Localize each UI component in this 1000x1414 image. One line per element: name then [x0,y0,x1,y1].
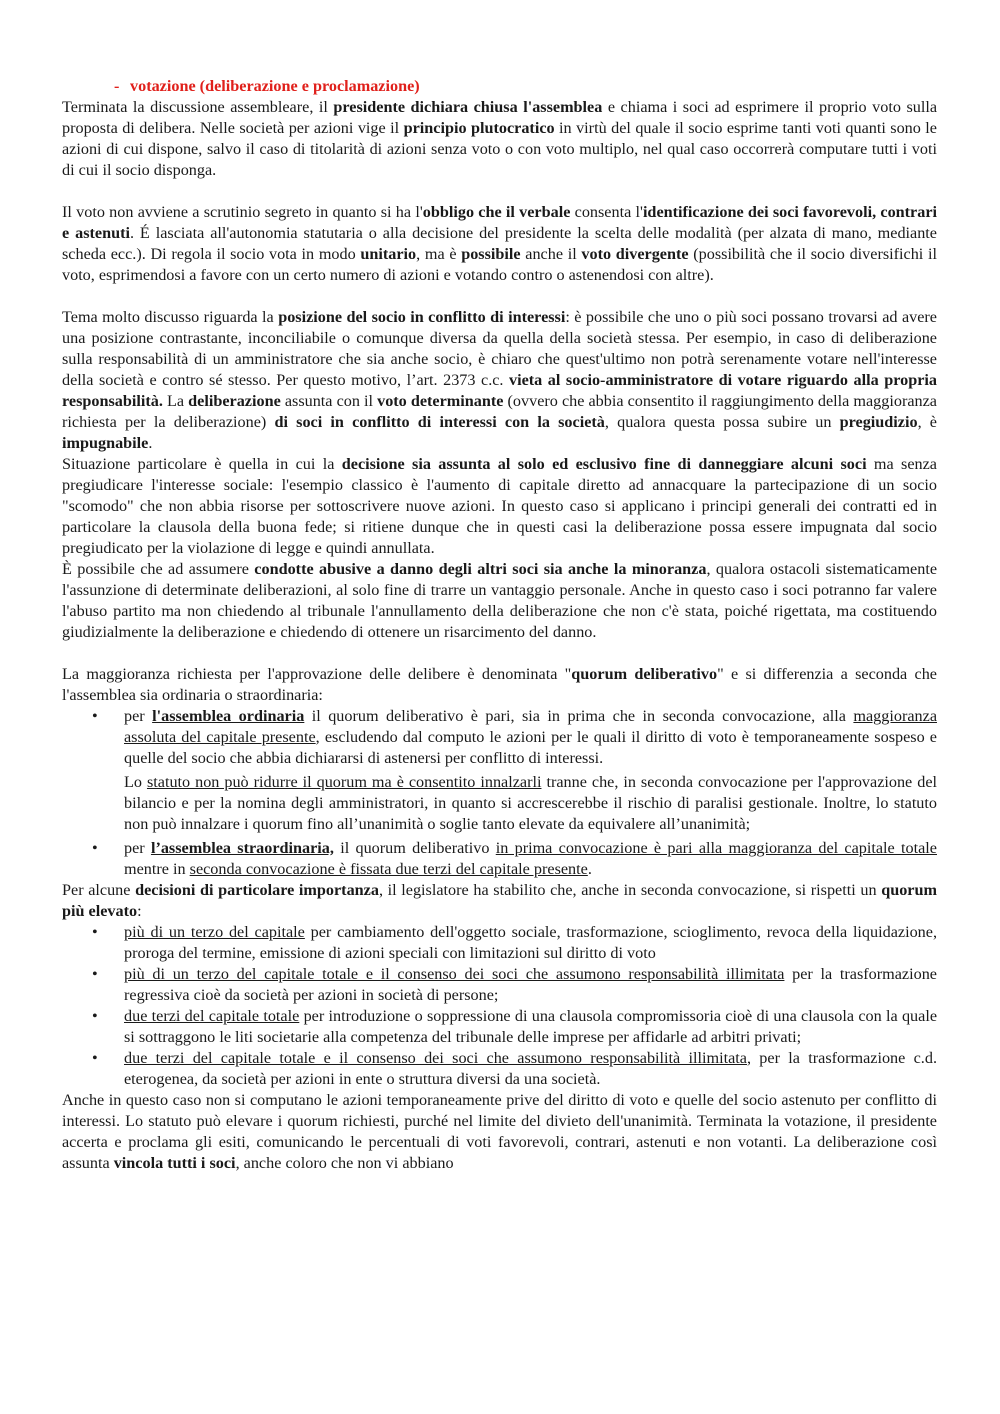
paragraph-abuse-minority: È possibile che ad assumere condotte abusive a danno degli altri soci sia anche la minoranza, qualora ostacoli sistematicamente l'assunzione di determinate deliberazioni, al solo fine di trarre un vantaggio personale. Anche in questo caso i soci potranno far valere l'abuso partito ma non chiedendo al tribunale l'annullamento della deliberazione che non c'è stata, poiché rigettata, ma costituendo giudizialmente la deliberazione e chiedendo di ottenere un risarcimento del danno. [62,560,937,641]
paragraph-vote-secrecy: Il voto non avviene a scrutinio segreto in quanto si ha l'obbligo che il verbale consenta l'identificazione dei soci favorevoli, contrari e astenuti. É lasciata all'autonomia statutaria o alla decisione del presidente la scelta delle modalità (per alzata di mano, mediante scheda ecc.). Di regola il socio vota in modo unitario, ma è possibile anche il voto divergente (possibilità che il socio diversifichi il voto, esprimendosi a favore con un certo numero di azioni e votando contro o astenendosi con altre). [62,203,938,284]
higher-quorum-list [62,922,937,1090]
bullet: • [92,707,98,725]
document-page [62,76,937,1174]
heading-dash: - [114,77,120,95]
paragraph-quorum-intro: La maggioranza richiesta per l'approvazione delle delibere è denominata "quorum deliberativo" e si differenzia a seconda che l'assemblea sia ordinaria o straordinaria: [62,665,937,704]
list-item: • due terzi del capitale totale per introduzione o soppressione di una clausola compromissoria cioè di una clausola con la quale si sottraggono le liti societarie alla competenza del tribunale delle imprese per affidarle ad arbitri privati; [92,1007,938,1046]
heading-text: votazione (deliberazione e proclamazione) [130,77,420,95]
list-item: • più di un terzo del capitale per cambiamento dell'oggetto sociale, trasformazione, scioglimento, revoca della liquidazione, proroga del termine, emissione di azioni speciali con limitazioni sul diritto di voto [92,923,937,962]
quorum-list [62,706,937,769]
quorum-list-extraordinary [62,838,937,880]
bullet: • [92,839,98,857]
paragraph-conclusion: Anche in questo caso non si computano le azioni temporaneamente prive del diritto di voto e quelle del socio astenuto per conflitto di interessi. Lo statuto può elevare i quorum richiesti, purché nel limite del divieto dell'unanimità. Terminata la votazione, il presidente accerta e proclama gli esiti, comunicando le percentuali di voti favorevoli, contrari, astenuti e non votanti. La deliberazione così assunta vincola tutti i soci, anche coloro che non vi abbiano [62,1091,937,1172]
section-heading [62,76,937,97]
list-item: • più di un terzo del capitale totale e il consenso dei soci che assumono responsabilità illimitata per la trasformazione regressiva cioè da società per azioni in società di persone; [92,965,937,1004]
paragraph-conflict-of-interest: Tema molto discusso riguarda la posizione del socio in conflitto di interessi: è possibile che uno o più soci possano trovarsi ad avere una posizione contrastante, inconciliabile o comunque diversa da quella della società stessa. Per esempio, in caso di deliberazione sulla responsabilità di un amministratore che sia anche socio, è chiaro che quest'ultimo non potrà serenamente votare nell'interesse della società e contro sé stesso. Per questo motivo, l’art. 2373 c.c. vieta al socio-amministratore di votare riguardo alla propria responsabilità. La deliberazione assunta con il voto determinante (ovvero che abbia consentito il raggiungimento della maggioranza richiesta per la deliberazione) di soci in conflitto di interessi con la società, qualora questa possa subire un pregiudizio, è impugnabile. [62,308,937,452]
list-item-extraordinary: • per l’assemblea straordinaria, il quorum deliberativo in prima convocazione è pari alla maggioranza del capitale totale mentre in seconda convocazione è fissata due terzi del capitale presente. [92,839,937,878]
list-item-ordinary: • per l'assemblea ordinaria il quorum deliberativo è pari, sia in prima che in seconda convocazione, alla maggioranza assoluta del capitale presente, escludendo dal computo le azioni per le quali il diritto di voto è temporaneamente sospeso e quelle del socio che abbia dichiararsi di astenersi per conflitto di interessi. [92,707,937,767]
paragraph-statute-quorum: Lo statuto non può ridurre il quorum ma è consentito innalzarli tranne che, in seconda convocazione per l'approvazione del bilancio e per la nomina degli amministratori, in quanto si accrescerebbe il rischio di paralisi gestionale. Inoltre, lo statuto non può innalzare i quorum fino all’unanimità o soglie tanto elevate da equivalere all’unanimità; [124,773,937,833]
paragraph-harm-minority: Situazione particolare è quella in cui la decisione sia assunta al solo ed esclusivo fine di danneggiare alcuni soci ma senza pregiudicare l'interesse sociale: l'esempio classico è l'aumento di capitale diretto ad annacquare la partecipazione di un socio "scomodo" che non abbia risorse per sottoscrivere nuove azioni. In questo caso si applicano i principi generali dei contratti ed in particolare la clausola della buona fede; si ritiene dunque che in questi casi la deliberazione possa essere impugnata dal socio pregiudicato per la violazione di legge e quindi annullata. [62,455,937,557]
paragraph-voting-intro: Terminata la discussione assembleare, il presidente dichiara chiusa l'assemblea e chiama i soci ad esprimere il proprio voto sulla proposta di delibera. Nelle società per azioni vige il principio plutocratico in virtù del quale il socio esprime tanti voti quanti sono le azioni di cui dispone, salvo il caso di titolarità di azioni senza voto o con voto multiplo, nel qual caso occorrerà computare tutti i voti di cui il socio disponga. [62,98,938,179]
list-item: • due terzi del capitale totale e il consenso dei soci che assumono responsabilità illimitata, per la trasformazione c.d. eterogenea, da società per azioni in ente o struttura diversi da una società. [92,1049,937,1088]
paragraph-special-decisions: Per alcune decisioni di particolare importanza, il legislatore ha stabilito che, anche in seconda convocazione, si rispetti un quorum più elevato: [62,881,937,920]
